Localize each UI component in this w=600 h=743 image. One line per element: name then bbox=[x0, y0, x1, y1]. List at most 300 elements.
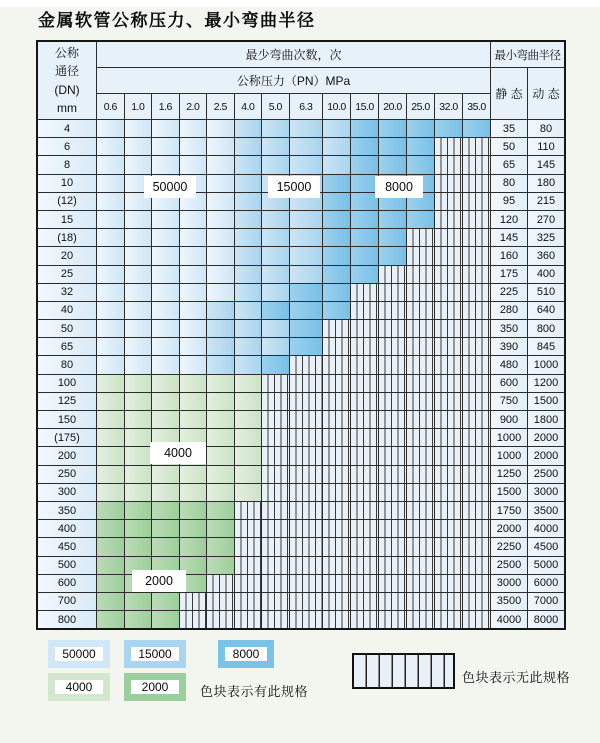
spec-cell bbox=[207, 229, 234, 246]
spec-cell bbox=[235, 393, 262, 410]
spec-cell bbox=[262, 211, 289, 228]
static-radius-value: 1000 bbox=[491, 429, 527, 446]
static-radius-value: 480 bbox=[491, 356, 527, 373]
spec-cell-none bbox=[235, 611, 262, 628]
spec-cell bbox=[379, 120, 406, 137]
spec-cell-none bbox=[407, 247, 434, 264]
spec-cell bbox=[97, 593, 124, 610]
spec-cell bbox=[125, 375, 152, 392]
spec-cell-none bbox=[351, 520, 378, 537]
spec-cell-none bbox=[262, 393, 289, 410]
row-dn-label: 250 bbox=[38, 466, 96, 483]
spec-cell bbox=[97, 447, 124, 464]
spec-cell bbox=[407, 211, 434, 228]
spec-cell bbox=[97, 302, 124, 319]
spec-cell bbox=[351, 175, 378, 192]
spec-cell bbox=[351, 247, 378, 264]
spec-cell bbox=[125, 156, 152, 173]
pressure-tick: 5.0 bbox=[262, 94, 289, 119]
spec-cell-none bbox=[351, 375, 378, 392]
spec-cell-none bbox=[435, 611, 462, 628]
spec-cell bbox=[262, 338, 289, 355]
spec-cell-none bbox=[463, 138, 490, 155]
legend-swatch-8000 bbox=[218, 640, 274, 668]
spec-cell-none bbox=[407, 520, 434, 537]
spec-cell bbox=[379, 138, 406, 155]
spec-cell bbox=[180, 375, 207, 392]
spec-cell-none bbox=[290, 447, 323, 464]
spec-cell bbox=[97, 138, 124, 155]
spec-cell bbox=[207, 247, 234, 264]
spec-cell-none bbox=[180, 611, 207, 628]
spec-cell bbox=[351, 211, 378, 228]
spec-cell bbox=[152, 538, 179, 555]
spec-cell bbox=[180, 338, 207, 355]
spec-cell bbox=[180, 356, 207, 373]
spec-cell bbox=[323, 156, 350, 173]
spec-cell-none bbox=[407, 538, 434, 555]
spec-cell bbox=[125, 302, 152, 319]
row-dn-label: 800 bbox=[38, 611, 96, 628]
spec-cell-none bbox=[463, 466, 490, 483]
spec-cell-none bbox=[351, 393, 378, 410]
band-label-8000: 8000 bbox=[375, 176, 423, 198]
static-radius-value: 160 bbox=[491, 247, 527, 264]
spec-cell bbox=[207, 557, 234, 574]
spec-cell bbox=[152, 302, 179, 319]
spec-cell bbox=[125, 502, 152, 519]
spec-cell-none bbox=[435, 266, 462, 283]
header-static: 静 态 bbox=[491, 68, 527, 119]
spec-cell bbox=[97, 284, 124, 301]
row-dn-label: 50 bbox=[38, 320, 96, 337]
static-radius-value: 3500 bbox=[491, 593, 527, 610]
spec-cell bbox=[125, 429, 152, 446]
spec-cell-none bbox=[463, 484, 490, 501]
static-radius-value: 1000 bbox=[491, 447, 527, 464]
spec-cell bbox=[235, 411, 262, 428]
spec-cell-none bbox=[351, 320, 378, 337]
spec-cell-none bbox=[351, 356, 378, 373]
spec-cell bbox=[180, 520, 207, 537]
spec-cell bbox=[125, 466, 152, 483]
spec-cell-none bbox=[435, 156, 462, 173]
spec-cell-none bbox=[262, 447, 289, 464]
spec-cell-none bbox=[435, 466, 462, 483]
spec-cell bbox=[262, 320, 289, 337]
spec-cell bbox=[152, 247, 179, 264]
spec-cell-none bbox=[435, 375, 462, 392]
spec-cell-none bbox=[379, 375, 406, 392]
spec-cell bbox=[323, 138, 350, 155]
spec-cell bbox=[407, 138, 434, 155]
spec-cell bbox=[262, 247, 289, 264]
spec-cell bbox=[323, 175, 350, 192]
spec-cell bbox=[235, 356, 262, 373]
row-dn-label: 20 bbox=[38, 247, 96, 264]
spec-cell bbox=[207, 211, 234, 228]
spec-cell bbox=[152, 466, 179, 483]
spec-cell-none bbox=[207, 593, 234, 610]
spec-cell-none bbox=[379, 466, 406, 483]
spec-cell-none bbox=[407, 375, 434, 392]
row-dn-label: 80 bbox=[38, 356, 96, 373]
spec-cell bbox=[152, 411, 179, 428]
spec-cell bbox=[125, 266, 152, 283]
row-dn-label: 10 bbox=[38, 175, 96, 192]
legend-no-spec-label: 色块表示无此规格 bbox=[462, 670, 571, 685]
dynamic-radius-value: 6000 bbox=[528, 575, 564, 592]
spec-cell-none bbox=[290, 538, 323, 555]
spec-cell-none bbox=[407, 466, 434, 483]
spec-cell-none bbox=[407, 593, 434, 610]
static-radius-value: 390 bbox=[491, 338, 527, 355]
spec-cell bbox=[235, 138, 262, 155]
spec-cell bbox=[152, 156, 179, 173]
dynamic-radius-value: 1500 bbox=[528, 393, 564, 410]
spec-cell-none bbox=[463, 284, 490, 301]
spec-cell-none bbox=[463, 502, 490, 519]
spec-cell bbox=[235, 429, 262, 446]
pressure-tick: 32.0 bbox=[435, 94, 462, 119]
legend-swatch-value: 15000 bbox=[138, 647, 172, 661]
spec-cell-none bbox=[379, 266, 406, 283]
pressure-tick: 2.5 bbox=[207, 94, 234, 119]
spec-cell-none bbox=[207, 611, 234, 628]
spec-cell bbox=[235, 266, 262, 283]
spec-cell bbox=[97, 247, 124, 264]
spec-cell-none bbox=[463, 175, 490, 192]
spec-cell bbox=[235, 120, 262, 137]
spec-cell bbox=[207, 466, 234, 483]
spec-cell-none bbox=[463, 611, 490, 628]
dynamic-radius-value: 325 bbox=[528, 229, 564, 246]
spec-cell-none bbox=[323, 356, 350, 373]
spec-cell-none bbox=[463, 538, 490, 555]
spec-cell-none bbox=[407, 338, 434, 355]
dynamic-radius-value: 360 bbox=[528, 247, 564, 264]
spec-cell-none bbox=[379, 484, 406, 501]
spec-cell bbox=[235, 175, 262, 192]
spec-cell bbox=[290, 229, 323, 246]
spec-cell bbox=[97, 429, 124, 446]
spec-cell bbox=[152, 338, 179, 355]
spec-cell-none bbox=[262, 411, 289, 428]
legend-swatch-value: 50000 bbox=[62, 647, 96, 661]
dynamic-radius-value: 2000 bbox=[528, 429, 564, 446]
spec-cell bbox=[207, 284, 234, 301]
static-radius-value: 95 bbox=[491, 193, 527, 210]
spec-cell bbox=[323, 211, 350, 228]
spec-cell bbox=[152, 120, 179, 137]
pressure-tick: 2.0 bbox=[180, 94, 207, 119]
spec-cell bbox=[125, 484, 152, 501]
spec-cell bbox=[152, 320, 179, 337]
spec-cell bbox=[207, 502, 234, 519]
spec-cell-none bbox=[290, 356, 323, 373]
spec-cell-none bbox=[435, 284, 462, 301]
row-dn-label: 32 bbox=[38, 284, 96, 301]
spec-cell bbox=[235, 447, 262, 464]
row-dn-label: (18) bbox=[38, 229, 96, 246]
spec-cell-none bbox=[407, 284, 434, 301]
spec-cell-none bbox=[463, 520, 490, 537]
spec-cell-none bbox=[407, 320, 434, 337]
spec-cell-none bbox=[262, 375, 289, 392]
dynamic-radius-value: 5000 bbox=[528, 557, 564, 574]
spec-cell-none bbox=[290, 375, 323, 392]
static-radius-value: 35 bbox=[491, 120, 527, 137]
legend-swatch-50000 bbox=[48, 640, 110, 668]
spec-cell bbox=[125, 611, 152, 628]
pressure-tick: 1.0 bbox=[125, 94, 152, 119]
spec-cell bbox=[97, 484, 124, 501]
spec-cell bbox=[351, 120, 378, 137]
spec-cell-none bbox=[435, 193, 462, 210]
dynamic-radius-value: 8000 bbox=[528, 611, 564, 628]
spec-cell bbox=[152, 611, 179, 628]
spec-cell-none bbox=[351, 338, 378, 355]
spec-cell-none bbox=[351, 611, 378, 628]
pressure-tick: 25.0 bbox=[407, 94, 434, 119]
spec-cell-none bbox=[262, 484, 289, 501]
spec-cell-none bbox=[379, 356, 406, 373]
spec-cell-none bbox=[435, 520, 462, 537]
spec-cell bbox=[323, 193, 350, 210]
spec-cell bbox=[180, 538, 207, 555]
spec-cell-none bbox=[407, 229, 434, 246]
spec-cell-none bbox=[323, 320, 350, 337]
spec-cell bbox=[235, 484, 262, 501]
spec-cell-none bbox=[290, 611, 323, 628]
spec-cell bbox=[262, 156, 289, 173]
spec-cell bbox=[125, 120, 152, 137]
spec-cell-none bbox=[435, 484, 462, 501]
static-radius-value: 175 bbox=[491, 266, 527, 283]
static-radius-value: 2000 bbox=[491, 520, 527, 537]
spec-cell bbox=[152, 266, 179, 283]
static-radius-value: 600 bbox=[491, 375, 527, 392]
spec-cell bbox=[207, 393, 234, 410]
dynamic-radius-value: 215 bbox=[528, 193, 564, 210]
spec-cell bbox=[290, 138, 323, 155]
spec-cell-none bbox=[290, 484, 323, 501]
static-radius-value: 280 bbox=[491, 302, 527, 319]
spec-cell bbox=[207, 266, 234, 283]
spec-cell bbox=[290, 247, 323, 264]
spec-cell-none bbox=[379, 538, 406, 555]
spec-cell-none bbox=[351, 302, 378, 319]
static-radius-value: 2500 bbox=[491, 557, 527, 574]
spec-cell bbox=[97, 120, 124, 137]
spec-cell-none bbox=[379, 411, 406, 428]
spec-cell bbox=[235, 284, 262, 301]
legend-swatch-2000 bbox=[124, 673, 186, 701]
row-dn-label: (12) bbox=[38, 193, 96, 210]
spec-cell bbox=[152, 484, 179, 501]
spec-cell-none bbox=[323, 466, 350, 483]
spec-cell-none bbox=[235, 593, 262, 610]
static-radius-value: 350 bbox=[491, 320, 527, 337]
spec-cell bbox=[152, 593, 179, 610]
row-dn-label: (175) bbox=[38, 429, 96, 446]
spec-cell-none bbox=[407, 393, 434, 410]
spec-cell-none bbox=[407, 484, 434, 501]
spec-cell bbox=[180, 120, 207, 137]
spec-cell-none bbox=[463, 266, 490, 283]
row-dn-label: 40 bbox=[38, 302, 96, 319]
spec-cell-none bbox=[262, 520, 289, 537]
spec-cell-none bbox=[323, 429, 350, 446]
spec-cell-none bbox=[463, 557, 490, 574]
spec-cell-none bbox=[290, 520, 323, 537]
spec-cell-none bbox=[463, 320, 490, 337]
spec-cell bbox=[180, 411, 207, 428]
spec-cell bbox=[152, 502, 179, 519]
spec-cell bbox=[152, 393, 179, 410]
spec-cell bbox=[97, 411, 124, 428]
spec-cell bbox=[235, 375, 262, 392]
row-dn-label: 4 bbox=[38, 120, 96, 137]
spec-cell-none bbox=[435, 302, 462, 319]
spec-cell-none bbox=[262, 593, 289, 610]
spec-cell-none bbox=[463, 575, 490, 592]
spec-cell-none bbox=[463, 356, 490, 373]
spec-cell-none bbox=[435, 411, 462, 428]
header-dn-line: 通径 bbox=[54, 64, 79, 78]
spec-cell bbox=[290, 266, 323, 283]
spec-cell bbox=[323, 247, 350, 264]
spec-cell-none bbox=[351, 575, 378, 592]
row-dn-label: 8 bbox=[38, 156, 96, 173]
spec-cell bbox=[379, 247, 406, 264]
spec-cell bbox=[235, 247, 262, 264]
spec-cell bbox=[323, 266, 350, 283]
spec-cell-none bbox=[235, 502, 262, 519]
spec-cell-none bbox=[323, 411, 350, 428]
static-radius-value: 750 bbox=[491, 393, 527, 410]
spec-cell-none bbox=[379, 502, 406, 519]
spec-cell bbox=[97, 320, 124, 337]
legend-no-spec-swatch bbox=[352, 653, 455, 689]
spec-cell-none bbox=[463, 375, 490, 392]
spec-cell bbox=[97, 393, 124, 410]
header-dn bbox=[38, 42, 96, 119]
header-dn-line: (DN) bbox=[54, 82, 80, 97]
spec-cell-none bbox=[323, 611, 350, 628]
spec-cell-none bbox=[379, 320, 406, 337]
spec-cell bbox=[180, 229, 207, 246]
spec-cell-none bbox=[463, 229, 490, 246]
spec-cell-none bbox=[463, 247, 490, 264]
spec-cell-none bbox=[435, 175, 462, 192]
static-radius-value: 225 bbox=[491, 284, 527, 301]
spec-cell bbox=[97, 611, 124, 628]
spec-cell bbox=[207, 193, 234, 210]
spec-cell-none bbox=[407, 266, 434, 283]
spec-cell-none bbox=[463, 411, 490, 428]
spec-cell bbox=[207, 138, 234, 155]
spec-cell bbox=[125, 338, 152, 355]
spec-cell bbox=[180, 247, 207, 264]
dynamic-radius-value: 2500 bbox=[528, 466, 564, 483]
spec-cell bbox=[180, 302, 207, 319]
spec-cell bbox=[125, 393, 152, 410]
spec-cell-none bbox=[323, 502, 350, 519]
dynamic-radius-value: 1200 bbox=[528, 375, 564, 392]
spec-cell bbox=[97, 211, 124, 228]
spec-cell bbox=[125, 447, 152, 464]
spec-cell-none bbox=[180, 593, 207, 610]
spec-cell-none bbox=[379, 393, 406, 410]
spec-cell-none bbox=[262, 466, 289, 483]
spec-cell-none bbox=[235, 575, 262, 592]
dynamic-radius-value: 2000 bbox=[528, 447, 564, 464]
legend-swatch-4000 bbox=[48, 673, 110, 701]
spec-cell-none bbox=[323, 393, 350, 410]
spec-cell bbox=[235, 338, 262, 355]
spec-cell-none bbox=[463, 429, 490, 446]
spec-cell bbox=[97, 557, 124, 574]
spec-cell bbox=[290, 284, 323, 301]
row-dn-label: 450 bbox=[38, 538, 96, 555]
spec-cell-none bbox=[379, 338, 406, 355]
pressure-table bbox=[36, 40, 566, 630]
spec-cell bbox=[125, 138, 152, 155]
dynamic-radius-value: 640 bbox=[528, 302, 564, 319]
spec-cell bbox=[207, 520, 234, 537]
dynamic-radius-value: 400 bbox=[528, 266, 564, 283]
spec-cell-none bbox=[407, 557, 434, 574]
static-radius-value: 145 bbox=[491, 229, 527, 246]
spec-cell-none bbox=[262, 538, 289, 555]
spec-cell-none bbox=[351, 484, 378, 501]
spec-cell-none bbox=[407, 411, 434, 428]
spec-cell-none bbox=[407, 502, 434, 519]
spec-cell-none bbox=[379, 302, 406, 319]
spec-cell-none bbox=[235, 557, 262, 574]
spec-cell bbox=[207, 538, 234, 555]
spec-cell-none bbox=[463, 156, 490, 173]
spec-cell bbox=[351, 229, 378, 246]
spec-cell-none bbox=[435, 593, 462, 610]
spec-cell-none bbox=[323, 447, 350, 464]
spec-cell bbox=[290, 120, 323, 137]
spec-cell bbox=[262, 138, 289, 155]
spec-cell-none bbox=[323, 593, 350, 610]
pressure-tick: 20.0 bbox=[379, 94, 406, 119]
spec-cell-none bbox=[435, 229, 462, 246]
spec-cell bbox=[262, 120, 289, 137]
band-label-2000: 2000 bbox=[132, 570, 186, 592]
spec-cell bbox=[207, 156, 234, 173]
spec-cell-none bbox=[407, 447, 434, 464]
spec-cell bbox=[180, 502, 207, 519]
spec-cell bbox=[180, 393, 207, 410]
pressure-tick: 6.3 bbox=[290, 94, 323, 119]
spec-cell bbox=[323, 229, 350, 246]
spec-cell-none bbox=[262, 557, 289, 574]
spec-cell bbox=[262, 229, 289, 246]
spec-cell bbox=[463, 120, 490, 137]
static-radius-value: 4000 bbox=[491, 611, 527, 628]
legend-swatch-value: 4000 bbox=[65, 680, 93, 694]
row-dn-label: 400 bbox=[38, 520, 96, 537]
spec-cell bbox=[290, 211, 323, 228]
dynamic-radius-value: 110 bbox=[528, 138, 564, 155]
spec-cell-none bbox=[351, 284, 378, 301]
spec-cell bbox=[97, 575, 124, 592]
